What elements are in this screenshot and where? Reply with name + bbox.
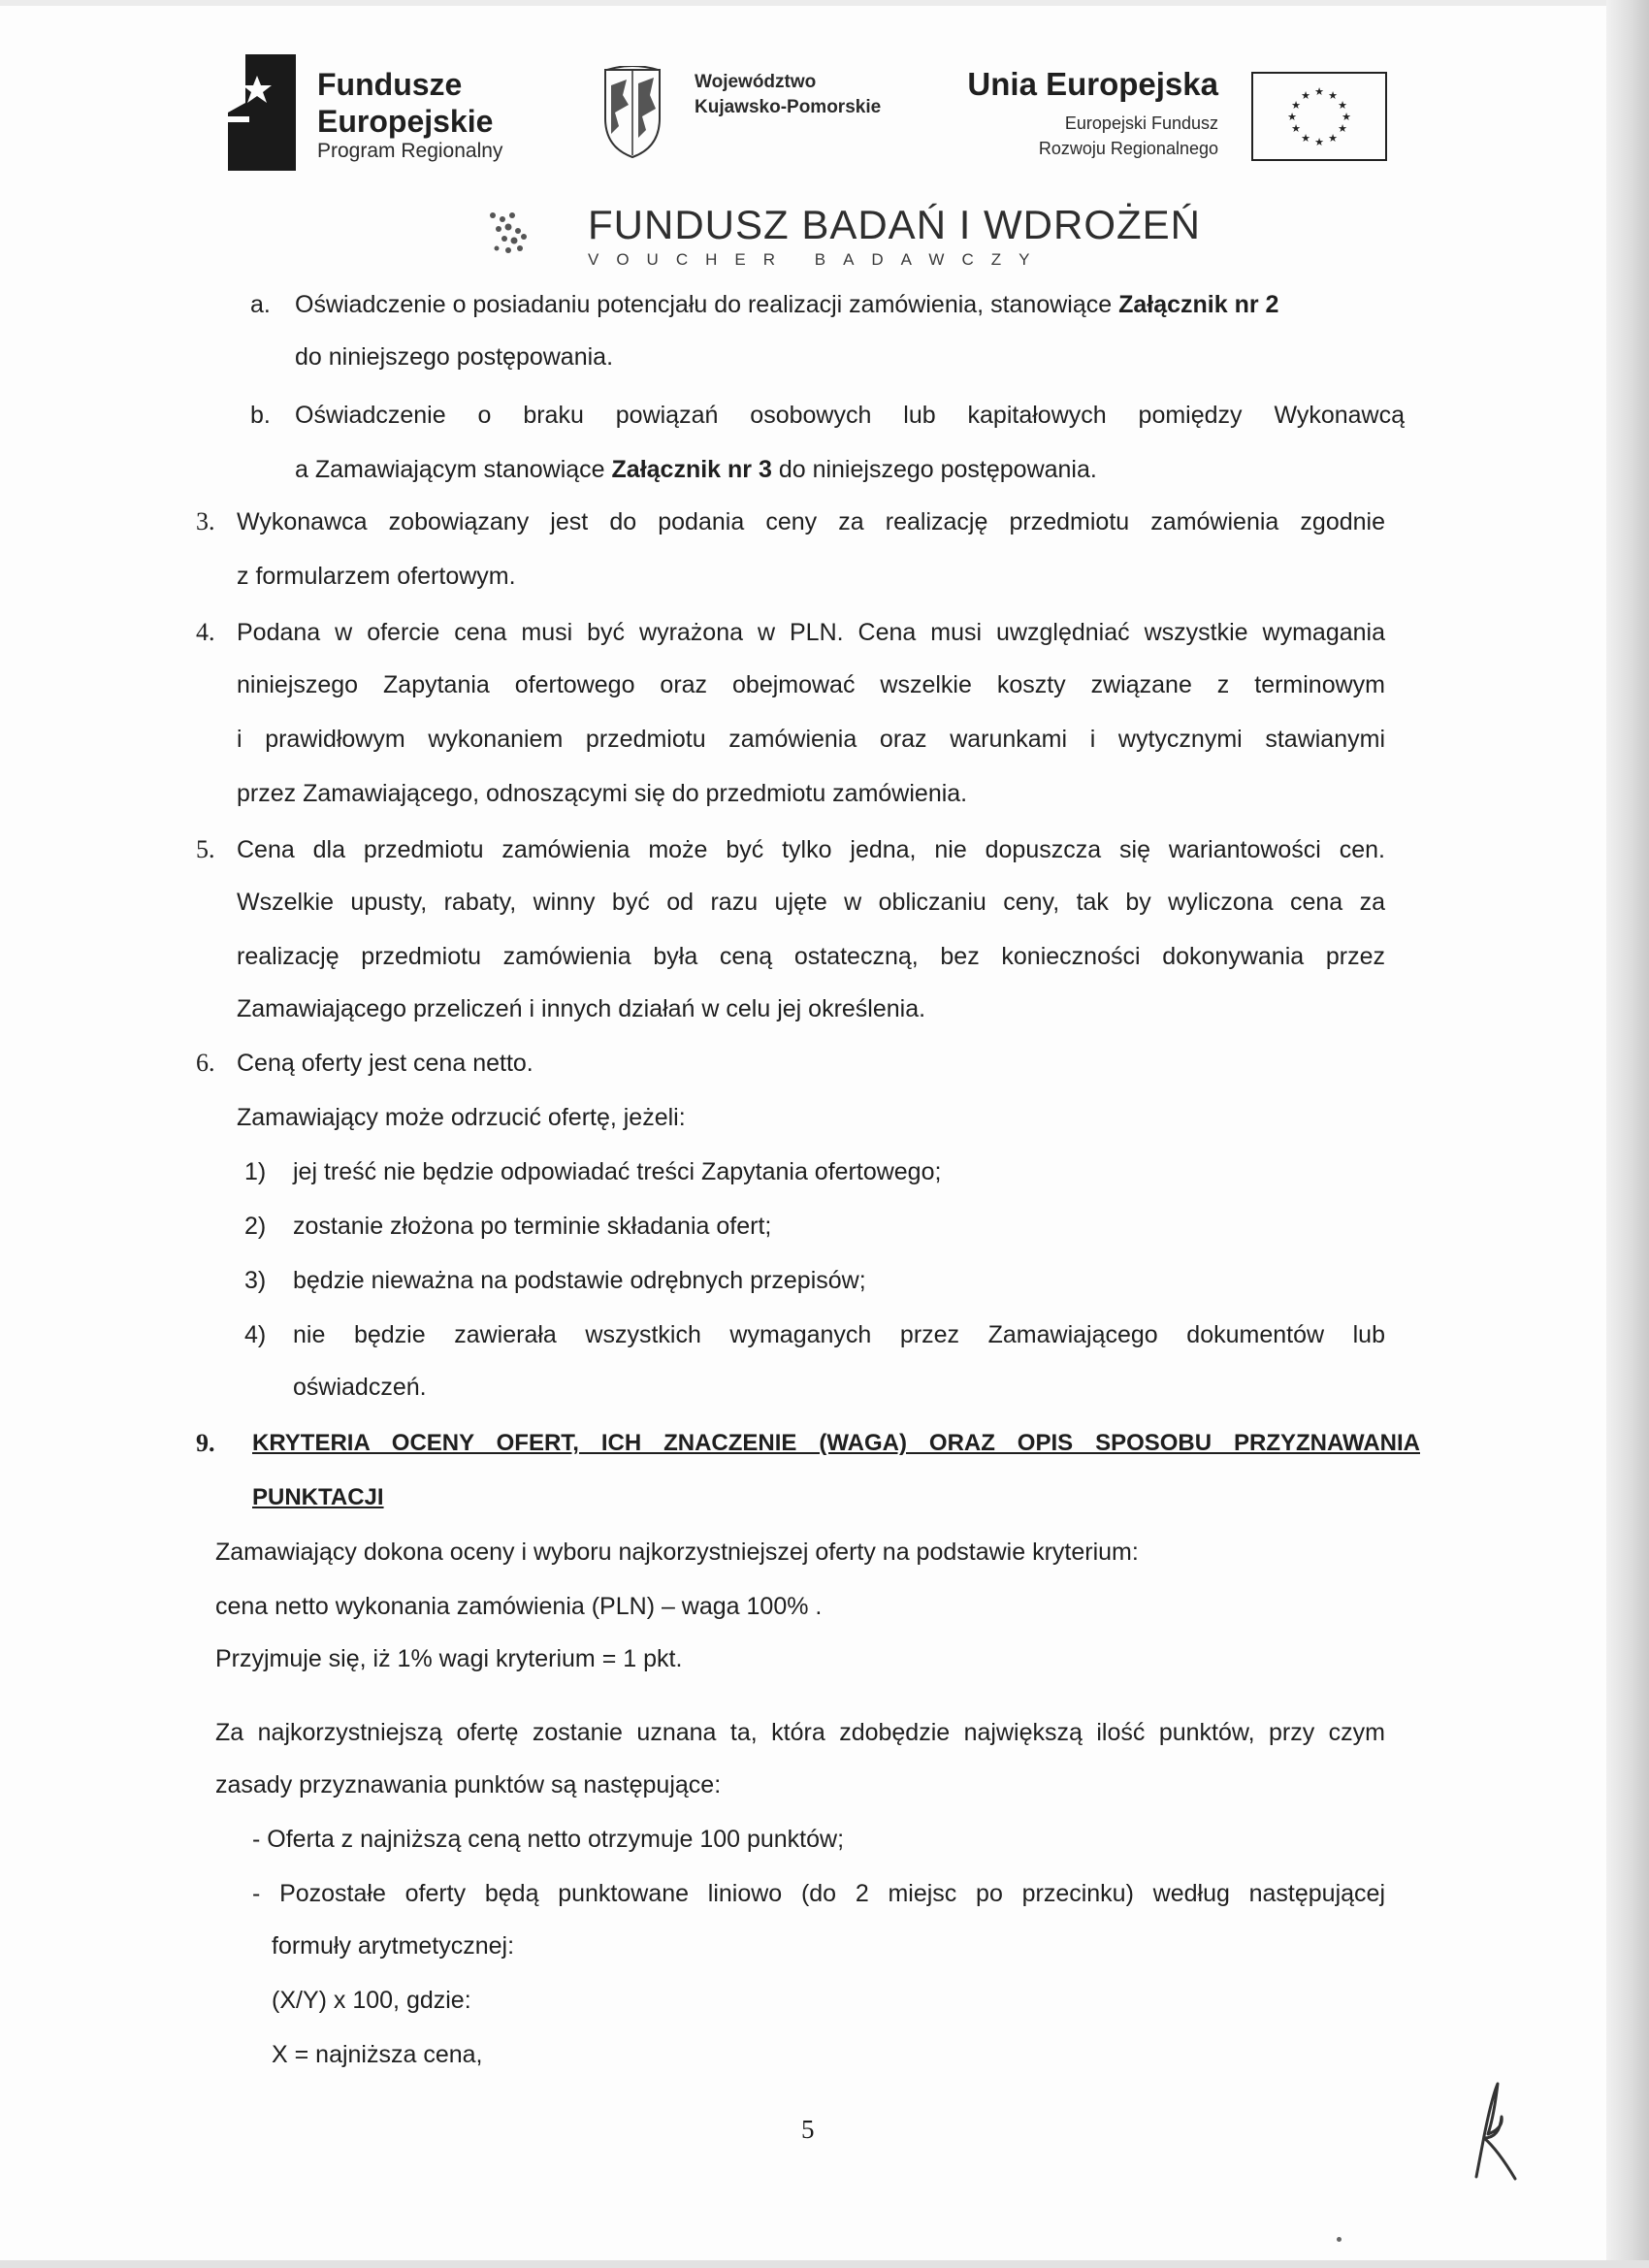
item-3-line2: z formularzem ofertowym. bbox=[237, 563, 516, 590]
item-6-line1: Ceną oferty jest cena netto. bbox=[237, 1050, 534, 1077]
fe-logo-line2: Europejskie bbox=[317, 104, 494, 139]
item-5-marker: 5. bbox=[196, 835, 215, 863]
item-4-line2: niniejszego Zapytania ofertowego oraz obejmować wszelkie koszty związane z terminowym bbox=[237, 671, 1385, 698]
subitem-1-text: jej treść nie będzie odpowiadać treści Zapytania ofertowego; bbox=[293, 1158, 942, 1185]
svg-text:★: ★ bbox=[1314, 85, 1324, 98]
eu-logo bbox=[967, 66, 1387, 173]
item-5-line2: Wszelkie upusty, rabaty, winny być od razu ujęte w obliczaniu ceny, tak by wyliczona cena za bbox=[237, 889, 1385, 916]
program-subtitle: VOUCHER BADAWCZY bbox=[588, 250, 1048, 269]
subitem-2-text: zostanie złożona po terminie składania ofert; bbox=[293, 1213, 772, 1240]
program-logo bbox=[485, 200, 1201, 277]
section-9-p3: Przyjmuje się, iż 1% wagi kryterium = 1 pkt. bbox=[215, 1645, 683, 1672]
svg-text:★: ★ bbox=[1314, 136, 1324, 148]
section-9-heading-line1: KRYTERIA OCENY OFERT, ICH ZNACZENIE (WAGA) ORAZ OPIS SPOSOBU PRZYZNAWANIA bbox=[252, 1430, 1420, 1456]
item-a-text: Oświadczenie o posiadaniu potencjału do realizacji zamówienia, stanowiące bbox=[295, 291, 1119, 318]
item-5-line1: Cena dla przedmiotu zamówienia może być tylko jedna, nie dopuszcza się wariantowości cen. bbox=[237, 836, 1385, 863]
region-line2: Kujawsko-Pomorskie bbox=[695, 97, 882, 117]
item-a-line1 bbox=[295, 289, 1278, 320]
scan-edge-right bbox=[1606, 0, 1649, 2268]
item-a-attachment: Załącznik nr 2 bbox=[1118, 291, 1279, 318]
subitem-3-text: będzie nieważna na podstawie odrębnych przepisów; bbox=[293, 1267, 866, 1294]
item-b-marker: b. bbox=[250, 402, 271, 429]
section-9-p4-line2: zasady przyznawania punktów są następujące: bbox=[215, 1771, 722, 1798]
eu-sub-line2: Rozwoju Regionalnego bbox=[1038, 139, 1218, 158]
subitem-4-marker: 4) bbox=[244, 1321, 267, 1348]
svg-text:★: ★ bbox=[1287, 111, 1297, 123]
svg-text:★: ★ bbox=[1338, 99, 1347, 112]
item-4-line1: Podana w ofercie cena musi być wyrażona w PLN. Cena musi uwzględniać wszystkie wymagania bbox=[237, 619, 1385, 646]
item-6-marker: 6. bbox=[196, 1049, 215, 1077]
section-9-p4-line1: Za najkorzystniejszą ofertę zostanie uznana ta, która zdobędzie największą ilość punktów, przy czym bbox=[215, 1719, 1385, 1746]
section-9-p2: cena netto wykonania zamówienia (PLN) – waga 100% . bbox=[215, 1593, 823, 1620]
item-b-attachment: Załącznik nr 3 bbox=[611, 456, 772, 483]
item-6-intro: Zamawiający może odrzucić ofertę, jeżeli: bbox=[237, 1104, 686, 1131]
item-5-line3: realizację przedmiotu zamówienia była ceną ostateczną, bez konieczności dokonywania przez bbox=[237, 943, 1385, 970]
region-line1: Województwo bbox=[695, 72, 817, 92]
svg-text:★: ★ bbox=[1328, 132, 1338, 145]
item-5-line4: Zamawiającego przeliczeń i innych działań w celu jej określenia. bbox=[237, 995, 926, 1022]
item-4-marker: 4. bbox=[196, 618, 215, 646]
eu-logo-subtitle bbox=[1039, 111, 1218, 161]
item-3-line1: Wykonawca zobowiązany jest do podania ceny za realizację przedmiotu zamówienia zgodnie bbox=[237, 508, 1385, 535]
svg-text:★: ★ bbox=[1291, 99, 1301, 112]
svg-text:★: ★ bbox=[1338, 122, 1347, 135]
item-b-line2 bbox=[295, 454, 1097, 485]
eu-flag-icon bbox=[1251, 72, 1387, 161]
svg-text:★: ★ bbox=[1328, 89, 1338, 102]
eu-sub-line1: Europejski Fundusz bbox=[1064, 113, 1218, 133]
scan-edge-bottom bbox=[0, 2260, 1649, 2268]
fundusze-europejskie-icon bbox=[228, 54, 296, 171]
section-9-p1: Zamawiający dokona oceny i wyboru najkorzystniejszej oferty na podstawie kryterium: bbox=[215, 1539, 1139, 1566]
section-9-rule2-line1: - Pozostałe oferty będą punktowane liniowo (do 2 miejsc po przecinku) według następującej bbox=[252, 1880, 1385, 1907]
item-b-text-end: do niniejszego postępowania. bbox=[771, 456, 1097, 483]
region-logo bbox=[601, 66, 922, 163]
subitem-4-line1: nie będzie zawierała wszystkich wymaganych przez Zamawiającego dokumentów lub bbox=[293, 1321, 1385, 1348]
item-b-text: a Zamawiającym stanowiące bbox=[295, 456, 612, 483]
svg-text:★: ★ bbox=[1301, 89, 1310, 102]
fe-logo-subtitle: Program Regionalny bbox=[317, 140, 503, 162]
section-9-rule2-line2: formuły arytmetycznej: bbox=[272, 1932, 515, 1960]
section-9-number: 9. bbox=[196, 1429, 215, 1457]
section-9-x-definition: X = najniższa cena, bbox=[272, 2041, 483, 2068]
item-3-marker: 3. bbox=[196, 507, 215, 535]
item-a-marker: a. bbox=[250, 291, 271, 318]
page-number: 5 bbox=[801, 2115, 815, 2144]
region-name bbox=[695, 70, 881, 120]
scan-speck bbox=[1337, 2237, 1342, 2242]
section-9-heading-line2: PUNKTACJI bbox=[252, 1484, 384, 1510]
item-4-line4: przez Zamawiającego, odnoszącymi się do przedmiotu zamówienia. bbox=[237, 780, 968, 807]
fe-logo-line1: Fundusze bbox=[317, 67, 463, 102]
fundusze-europejskie-logo bbox=[228, 47, 548, 173]
item-a-line2: do niniejszego postępowania. bbox=[295, 343, 614, 371]
subitem-1-marker: 1) bbox=[244, 1158, 267, 1185]
fe-logo-title bbox=[317, 66, 493, 140]
section-9-formula: (X/Y) x 100, gdzie: bbox=[272, 1987, 471, 2014]
program-title: FUNDUSZ BADAŃ I WDROŻEŃ bbox=[588, 202, 1201, 247]
subitem-2-marker: 2) bbox=[244, 1213, 267, 1240]
svg-text:★: ★ bbox=[1291, 122, 1301, 135]
svg-text:★: ★ bbox=[1342, 111, 1351, 123]
program-dots-icon bbox=[485, 206, 543, 264]
item-b-line1: Oświadczenie o braku powiązań osobowych lub kapitałowych pomiędzy Wykonawcą bbox=[295, 402, 1405, 429]
svg-text:★: ★ bbox=[1301, 132, 1310, 145]
eu-logo-title: Unia Europejska bbox=[967, 66, 1218, 102]
item-4-line3: i prawidłowym wykonaniem przedmiotu zamówienia oraz warunkami i wytycznymi stawianymi bbox=[237, 726, 1385, 753]
region-crest-icon bbox=[601, 66, 663, 159]
subitem-4-line2: oświadczeń. bbox=[293, 1374, 427, 1401]
section-9-rule1: - Oferta z najniższą ceną netto otrzymuje 100 punktów; bbox=[252, 1826, 845, 1853]
subitem-3-marker: 3) bbox=[244, 1267, 267, 1294]
scan-edge-top bbox=[0, 0, 1649, 6]
handwritten-initial-signature bbox=[1455, 2078, 1523, 2185]
